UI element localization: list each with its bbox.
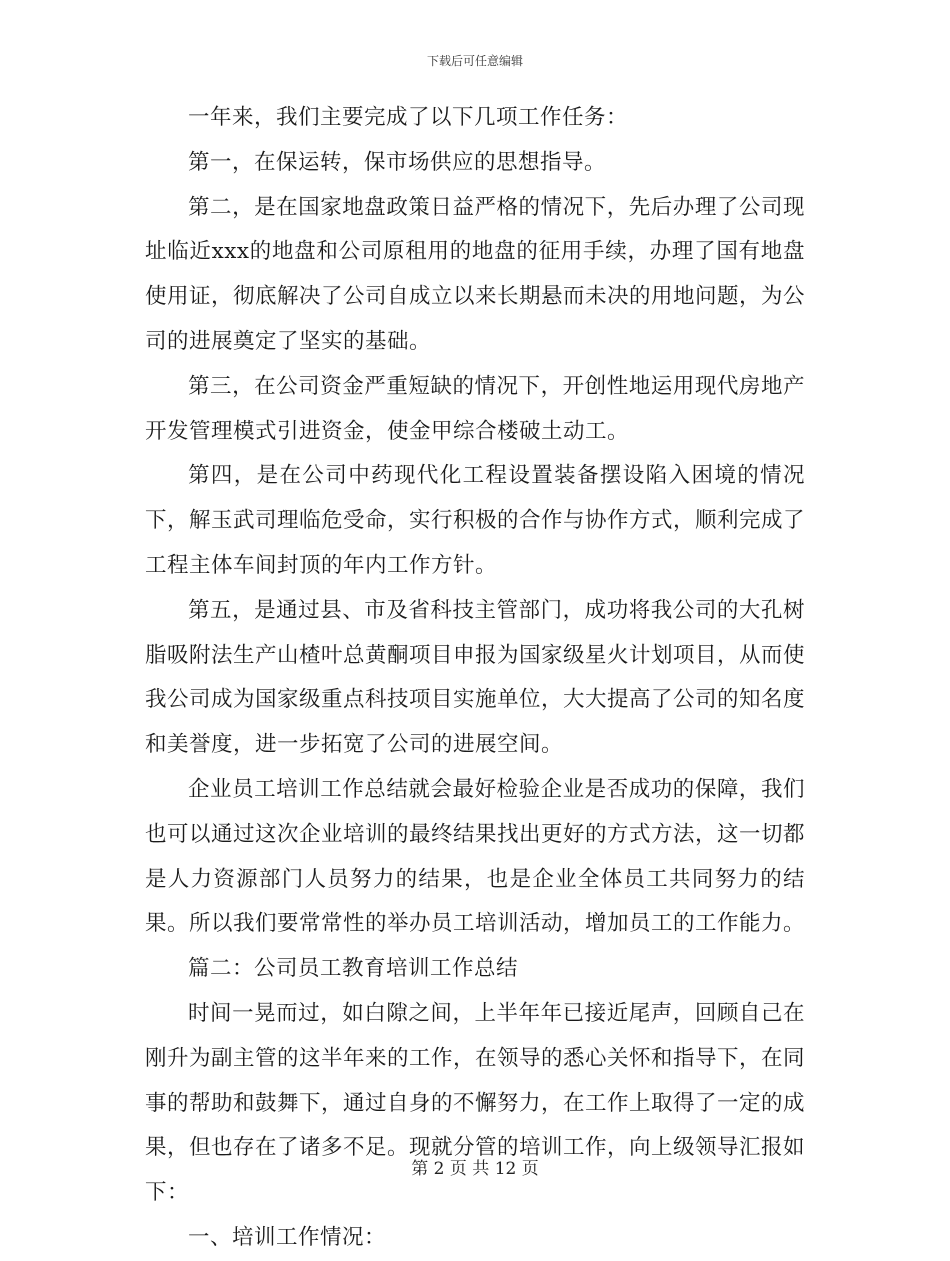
paragraph-5: 第四，是在公司中药现代化工程设置装备摆设陷入困境的情况下，解玉武司理临危受命，实行积极的合作与协作方式，顺利完成了工程主体车间封顶的年内工作方针。 — [145, 463, 806, 578]
document-body — [145, 96, 805, 1261]
paragraph-6: 第五，是通过县、市及省科技主管部门，成功将我公司的大孔树脂吸附法生产山楂叶总黄酮项目申报为国家级星火计划项目，从而使我公司成为国家级重点科技项目实施单位，大大提高了公司的知名度和美誉度，进一步拓宽了公司的进展空间。 — [145, 597, 806, 758]
section-heading-2: 篇二：公司员工教育培训工作总结 — [188, 956, 519, 982]
paragraph-7: 企业员工培训工作总结就会最好检验企业是否成功的保障，我们也可以通过这次企业培训的最终结果找出更好的方式方法，这一切都是人力资源部门人员努力的结果，也是企业全体员工共同努力的结果。所以我们要常常性的举办员工培训活动，增加员工的工作能力。 — [145, 776, 806, 937]
paragraph-2: 第一，在保运转，保市场供应的思想指导。 — [188, 149, 607, 175]
page-number: 第 2 页 共 12 页 — [411, 1159, 539, 1179]
paragraph-3: 第二，是在国家地盘政策日益严格的情况下，先后办理了公司现址临近xxx的地盘和公司原租用的地盘的征用手续，办理了国有地盘使用证，彻底解决了公司自成立以来长期悬而未决的用地问题，为公司的进展奠定了坚实的基础。 — [145, 194, 806, 354]
paragraph-1: 一年来，我们主要完成了以下几项工作任务： — [188, 105, 629, 130]
paragraph-8: 时间一晃而过，如白隙之间，上半年年已接近尾声，回顾自己在刚升为副主管的这半年来的工作，在领导的悉心关怀和指导下，在同事的帮助和鼓舞下，通过自身的不懈努力，在工作上取得了一定的成果，但也存在了诸多不足。现就分管的培训工作，向上级领导汇报如下： — [145, 1000, 806, 1206]
paragraph-4: 第三，在公司资金严重短缺的情况下，开创性地运用现代房地产开发管理模式引进资金，使金甲综合楼破土动工。 — [145, 373, 805, 444]
subsection-heading-1: 一、培训工作情况： — [188, 1224, 387, 1250]
page-header: 下载后可任意编辑 — [426, 54, 523, 68]
